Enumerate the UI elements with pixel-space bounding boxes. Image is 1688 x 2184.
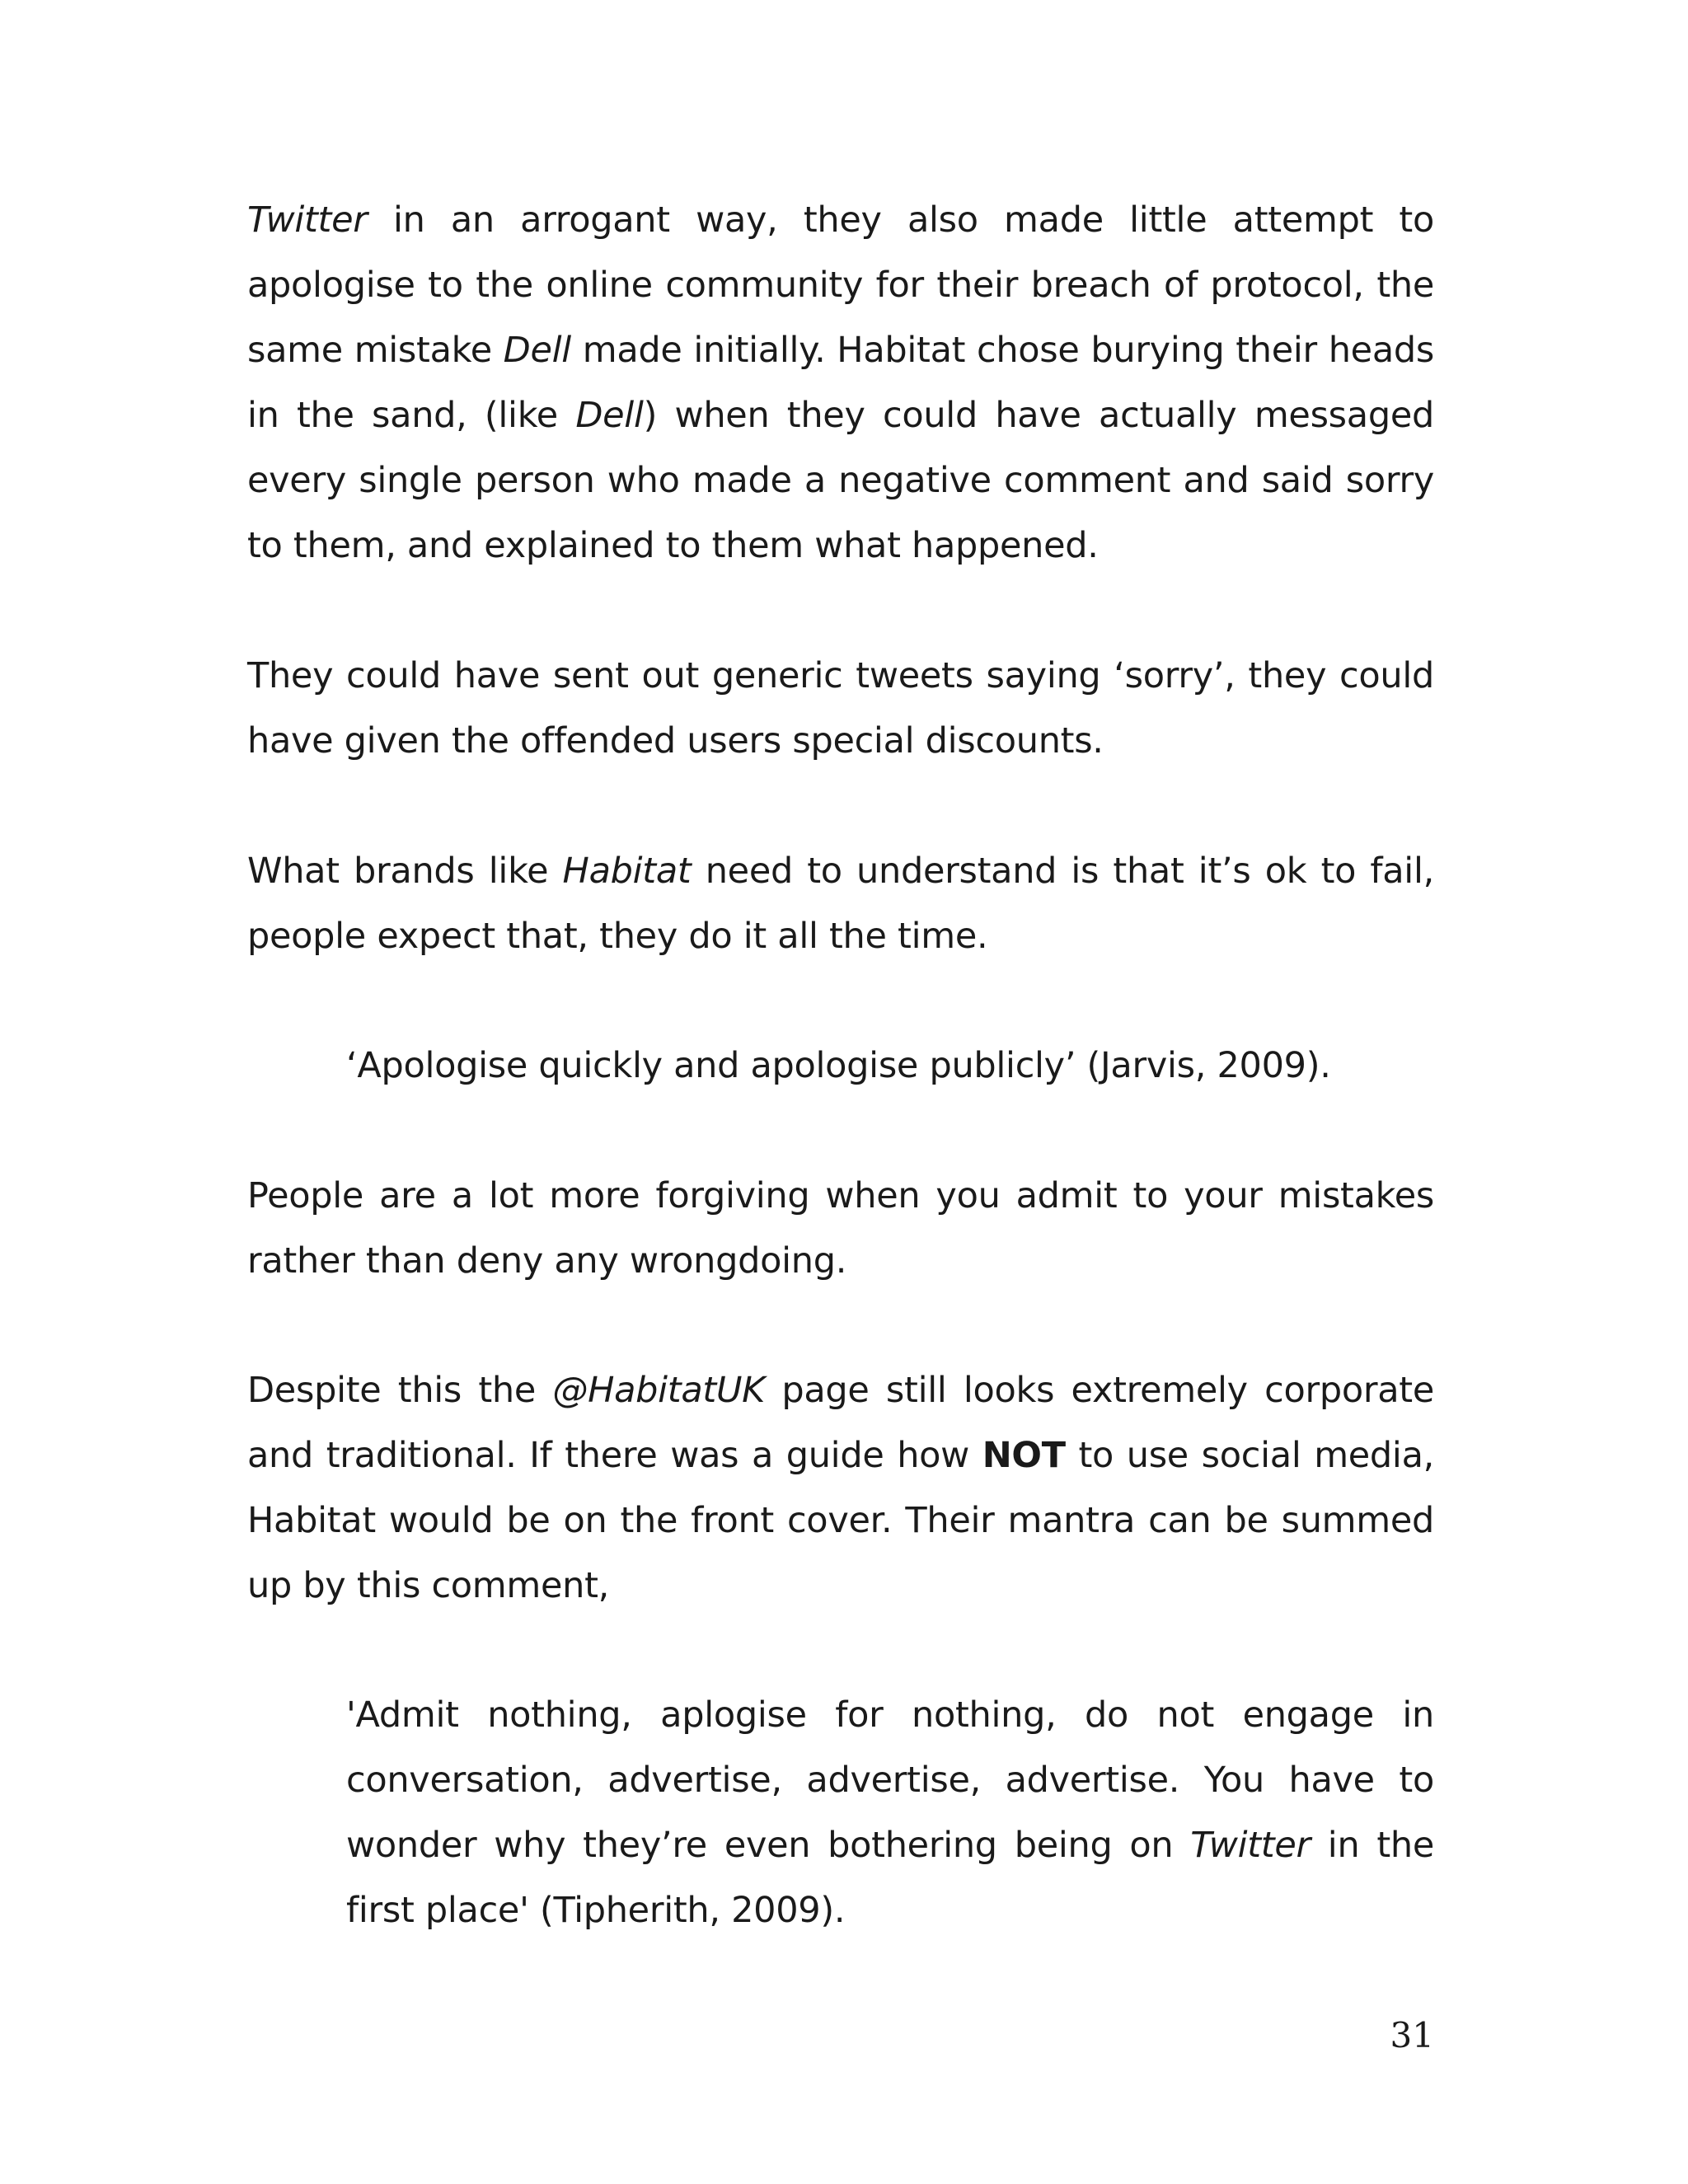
body-paragraph — [247, 188, 1434, 579]
block-quote — [346, 1683, 1434, 1943]
body-paragraph — [247, 644, 1434, 774]
paragraph-text: page still looks extremely corporate and traditional. If there was a guide how — [247, 1370, 1434, 1476]
emphasis-text: Twitter — [247, 199, 368, 241]
quote-text: in the first place' (Tipherith, 2009). — [346, 1825, 1434, 1931]
paragraph-text: in an arrogant way, they also made little attempt to apologise to the online community for their breach of protocol, the same mistake — [247, 199, 1434, 371]
emphasis-text: Dell — [575, 395, 644, 436]
body-paragraph — [247, 1164, 1434, 1294]
emphasis-text: Habitat — [562, 851, 692, 892]
emphasis-text: @HabitatUK — [552, 1370, 766, 1411]
paragraph-text: What brands like — [247, 851, 563, 892]
paragraph-text: Despite this the — [247, 1370, 553, 1411]
quote-text: ‘Apologise quickly and apologise publicly’ (Jarvis, 2009). — [346, 1045, 1331, 1086]
paragraph-text: need to understand is that it’s ok to fail, people expect that, they do it all the time. — [247, 851, 1434, 957]
paragraph-text: made initially. Habitat chose burying their heads in the sand, (like — [247, 330, 1434, 436]
emphasis-text: Twitter — [1190, 1825, 1311, 1866]
emphasis-text: Dell — [503, 330, 571, 371]
strong-text: NOT — [982, 1435, 1066, 1476]
block-quote — [346, 1033, 1434, 1099]
quote-text: 'Admit nothing, aplogise for nothing, do not engage in conversation, advertise, advertise, advertise. You have to wonder why they’re even bothering being on — [346, 1694, 1434, 1866]
paragraph-text: People are a lot more forgiving when you admit to your mistakes rather than deny any wrongdoing. — [247, 1175, 1434, 1282]
page-number: 31 — [1390, 2015, 1434, 2055]
paragraph-text: to use social media, Habitat would be on the front cover. Their mantra can be summed up by this comment, — [247, 1435, 1434, 1606]
body-paragraph — [247, 1358, 1434, 1619]
paragraph-text: They could have sent out generic tweets saying ‘sorry’, they could have given the offended users special discounts. — [247, 655, 1434, 762]
body-paragraph — [247, 839, 1434, 969]
paragraph-text: ) when they could have actually messaged every single person who made a negative comment and said sorry to them, and explained to them what happened. — [247, 395, 1434, 566]
